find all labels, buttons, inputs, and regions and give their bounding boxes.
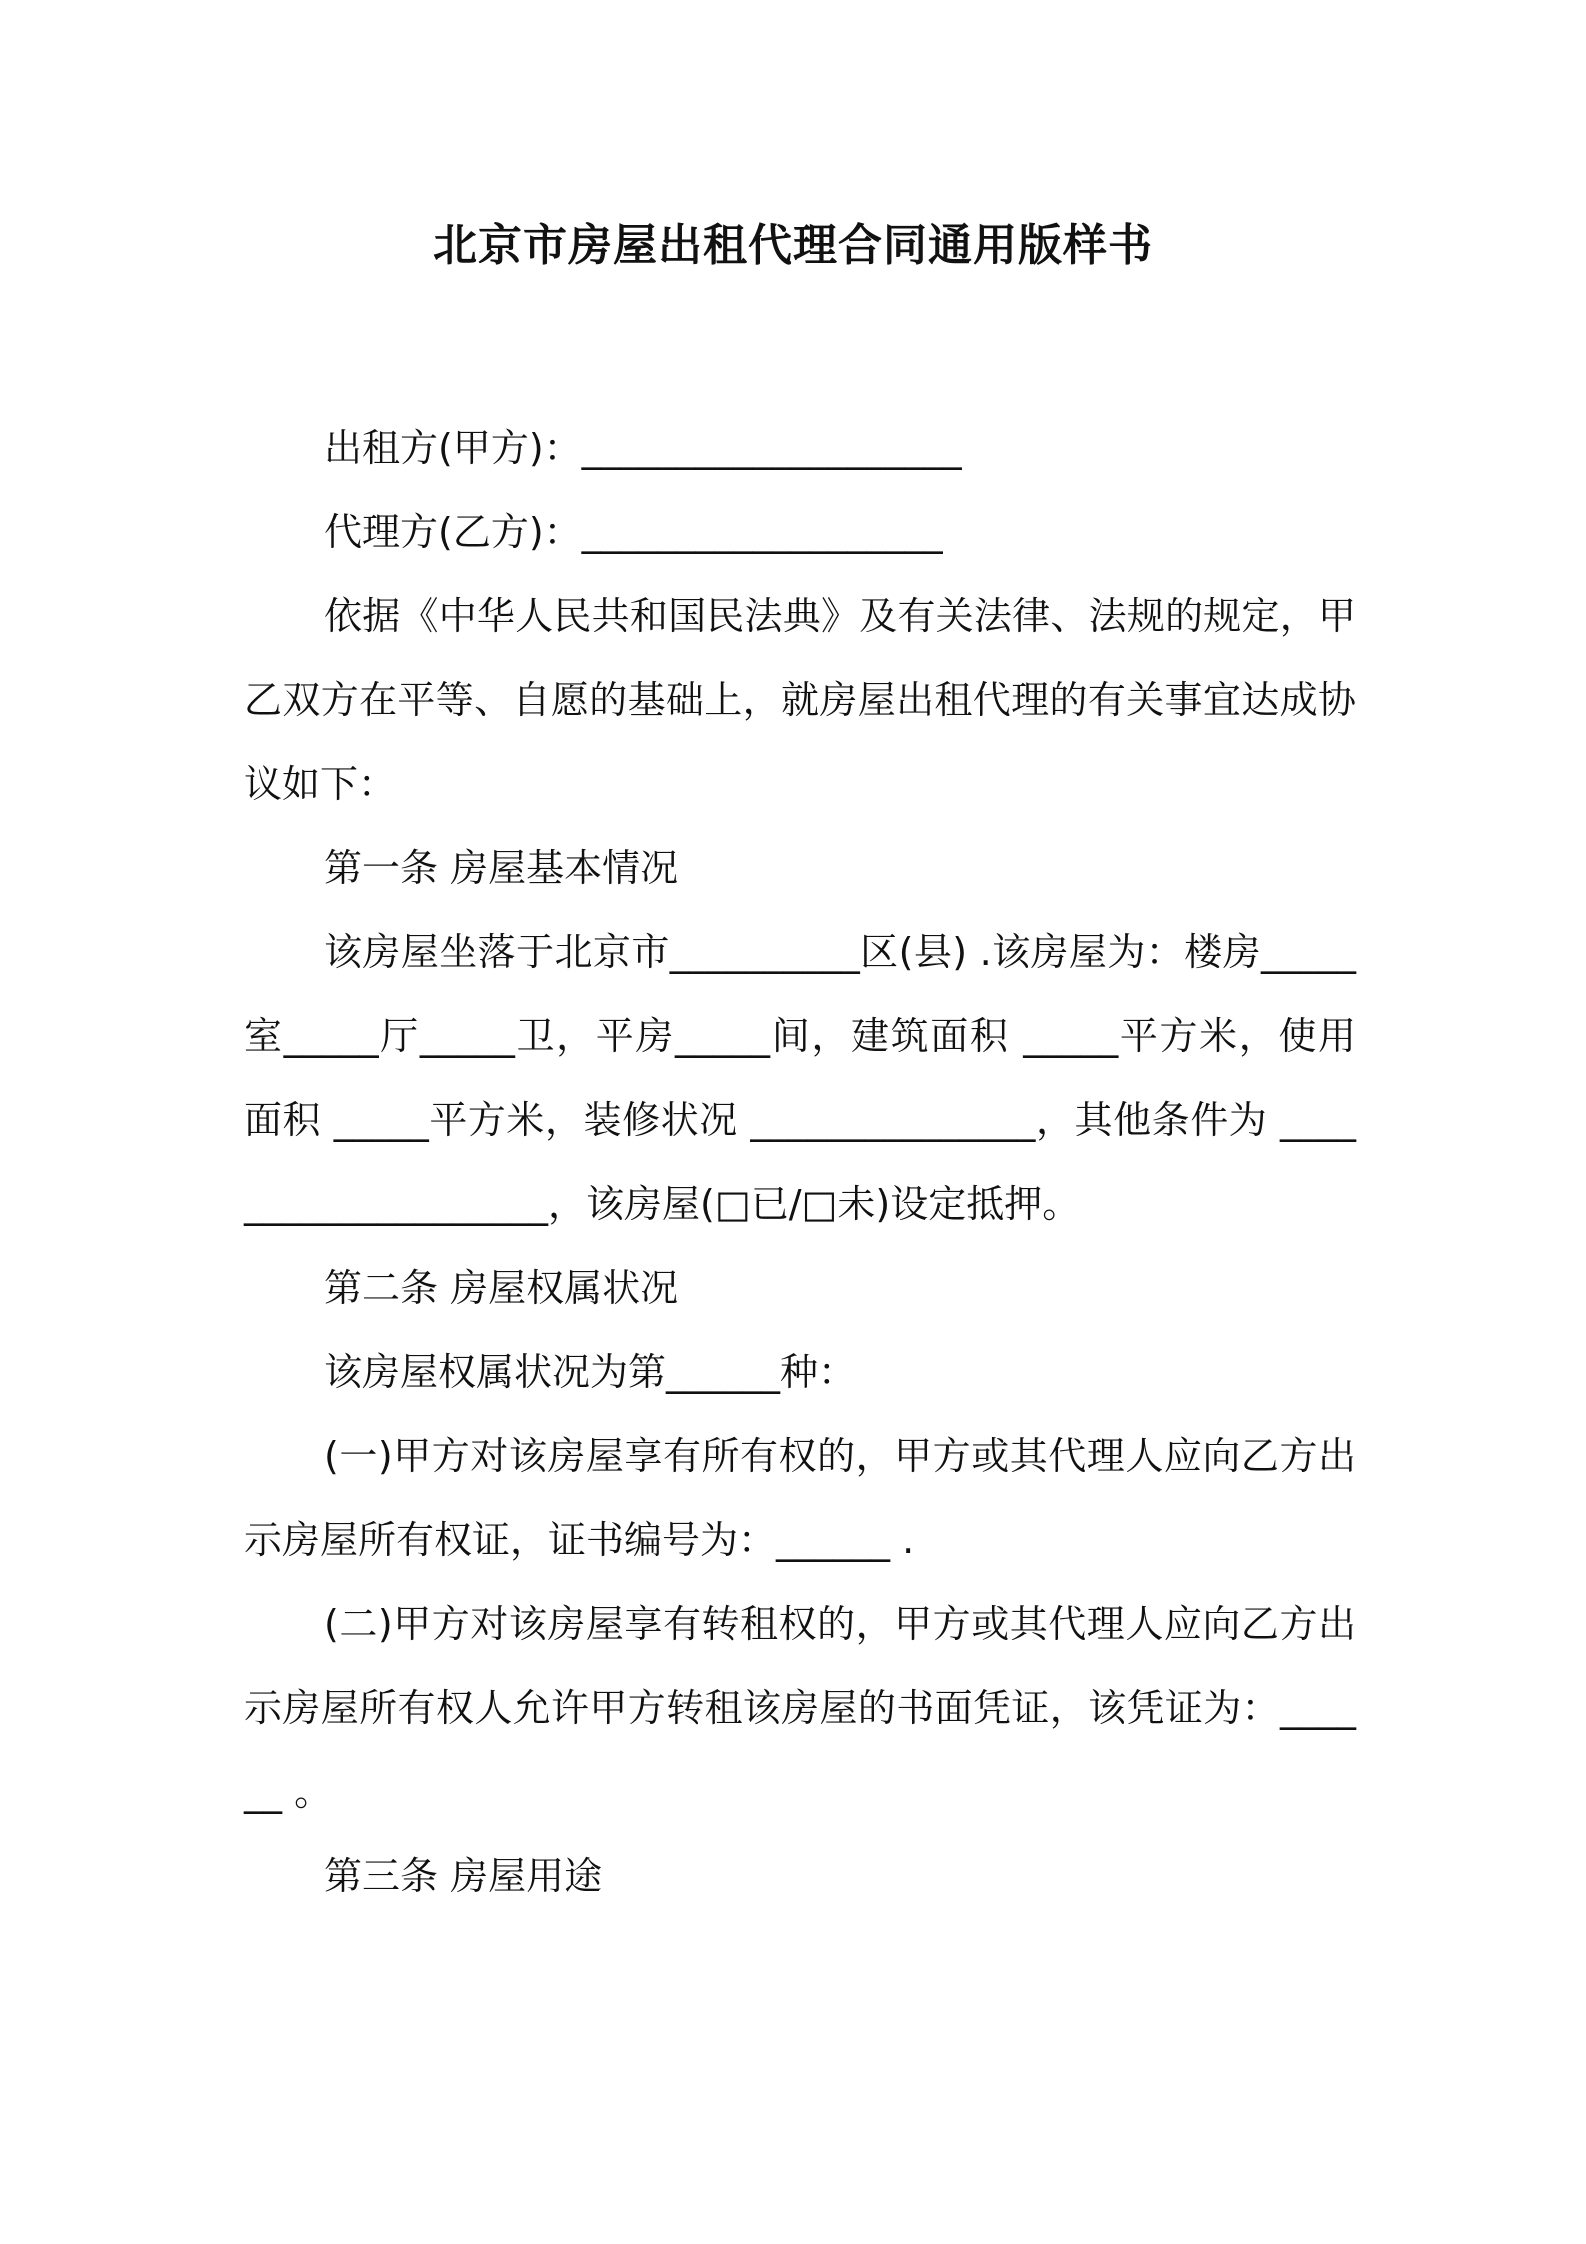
article-2-item-2: (二)甲方对该房屋享有转租权的，甲方或其代理人应向乙方出示房屋所有权人允许甲方转租该房屋的书面凭证，该凭证为：______ 。 bbox=[244, 1602, 1356, 1814]
article-3-heading: 第三条 房屋用途 bbox=[324, 1854, 603, 1898]
article-1-heading: 第一条 房屋基本情况 bbox=[324, 846, 679, 890]
preamble-paragraph: 依据《中华人民共和国民法典》及有关法律、法规的规定，甲乙双方在平等、自愿的基础上，就房屋出租代理的有关事宜达成协议如下： bbox=[244, 594, 1356, 806]
document-body bbox=[244, 406, 1356, 1918]
lessor-party-line: 出租方(甲方)：____________________ bbox=[324, 426, 962, 470]
article-2-intro: 该房屋权属状况为第______种： bbox=[324, 1350, 857, 1394]
article-2-heading: 第二条 房屋权属状况 bbox=[324, 1266, 679, 1310]
agent-party-line: 代理方(乙方)：___________________ bbox=[324, 510, 943, 554]
document-title: 北京市房屋出租代理合同通用版样书 bbox=[433, 220, 1153, 271]
article-2-item-1: (一)甲方对该房屋享有所有权的，甲方或其代理人应向乙方出示房屋所有权证，证书编号为：______ . bbox=[244, 1434, 1356, 1562]
article-1-paragraph: 该房屋坐落于北京市__________区(县) .该房屋为：楼房_____室_____厅_____卫，平房_____间，建筑面积 _____平方米，使用面积 _____平方米，装修状况 _______________，其他条件为 ____________________，该房屋(□已/□未)设定抵押。 bbox=[244, 930, 1356, 1226]
